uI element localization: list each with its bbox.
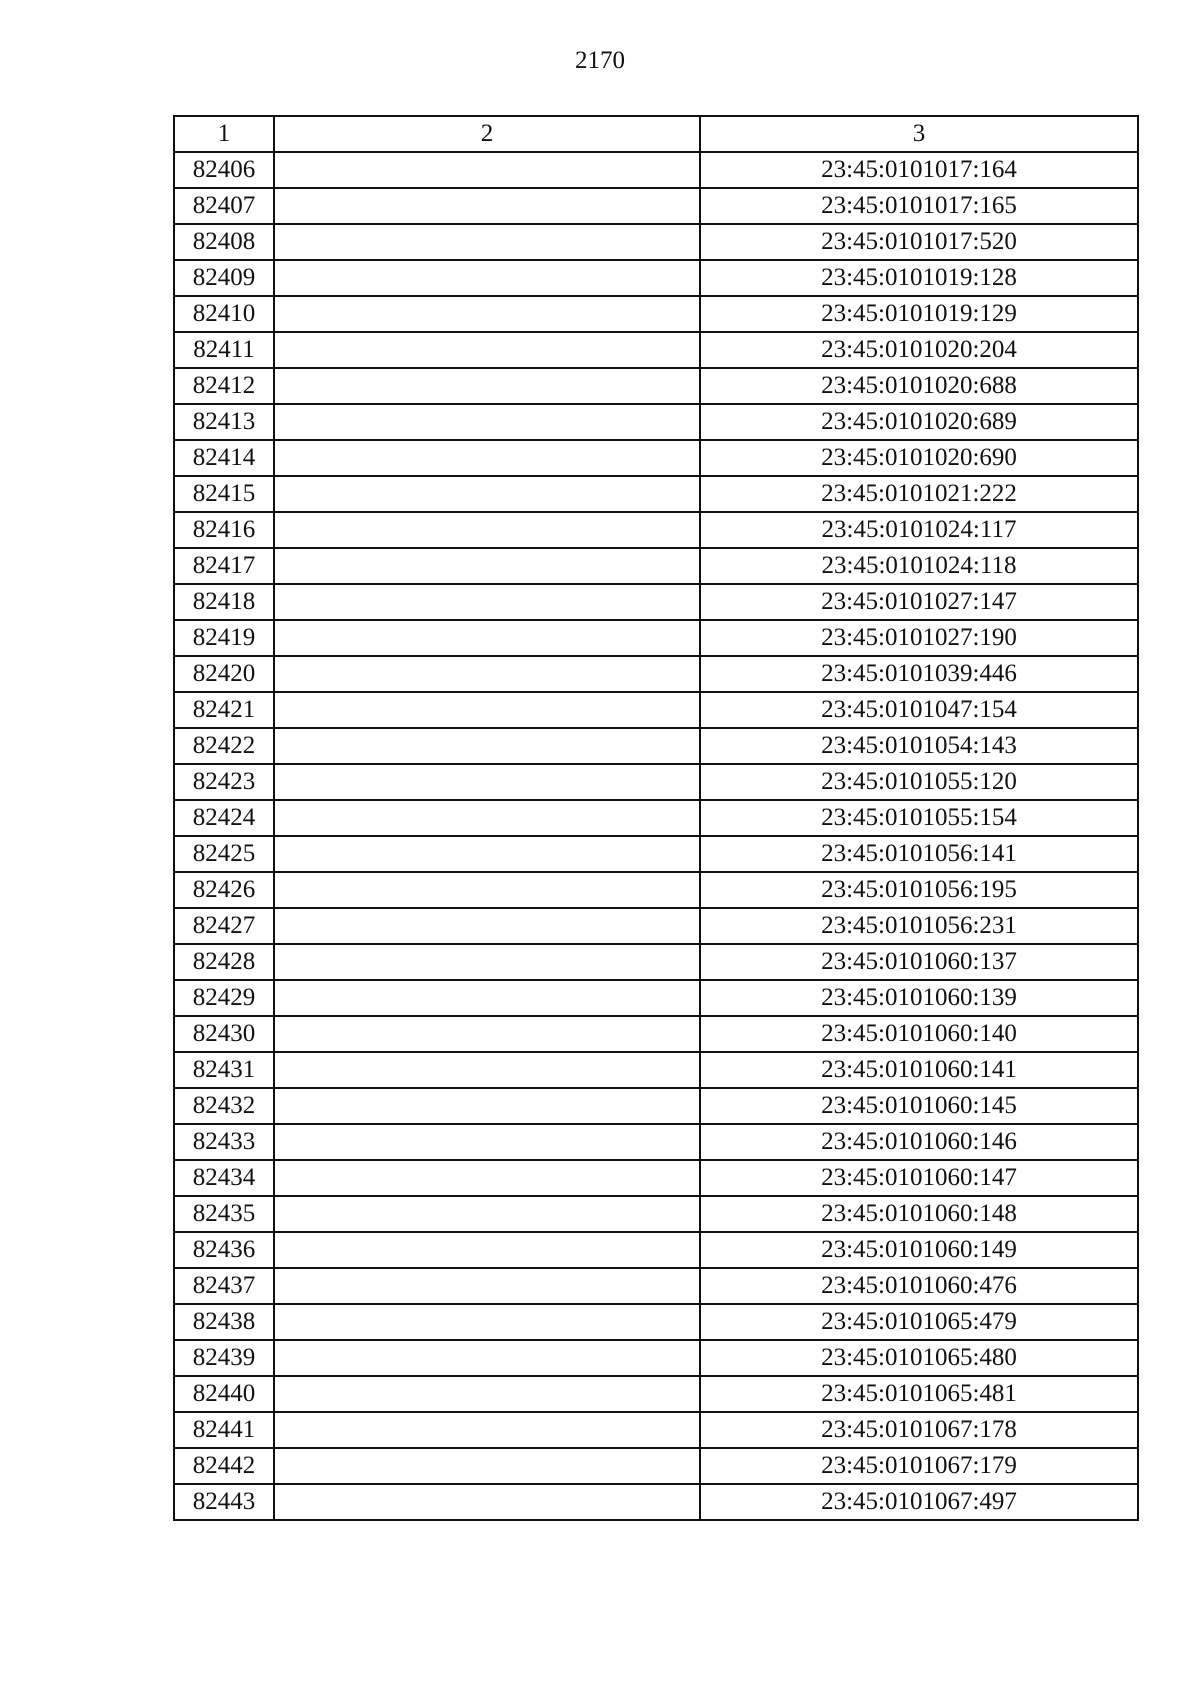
cadastral-number-cell: 23:45:0101056:141 [700, 836, 1138, 872]
header-row [174, 116, 1138, 152]
number-cell: 82429 [174, 980, 274, 1016]
table-row [174, 1196, 1138, 1232]
table-row [174, 1484, 1138, 1520]
table-row [174, 152, 1138, 188]
number-cell: 82411 [174, 332, 274, 368]
number-cell: 82426 [174, 872, 274, 908]
cadastral-number-cell: 23:45:0101060:149 [700, 1232, 1138, 1268]
number-cell: 82418 [174, 584, 274, 620]
table-row [174, 728, 1138, 764]
number-cell: 82406 [174, 152, 274, 188]
description-cell [274, 260, 700, 296]
column-header-3: 3 [700, 116, 1138, 152]
number-cell: 82408 [174, 224, 274, 260]
number-cell: 82442 [174, 1448, 274, 1484]
number-cell: 82425 [174, 836, 274, 872]
table-row [174, 332, 1138, 368]
cadastral-number-cell: 23:45:0101067:178 [700, 1412, 1138, 1448]
number-cell: 82419 [174, 620, 274, 656]
description-cell [274, 224, 700, 260]
cadastral-number-cell: 23:45:0101017:520 [700, 224, 1138, 260]
table-row [174, 1268, 1138, 1304]
page-number: 2170 [575, 47, 625, 74]
number-cell: 82417 [174, 548, 274, 584]
number-cell: 82422 [174, 728, 274, 764]
number-cell: 82434 [174, 1160, 274, 1196]
cadastral-number-cell: 23:45:0101060:141 [700, 1052, 1138, 1088]
number-cell: 82428 [174, 944, 274, 980]
cadastral-number-cell: 23:45:0101054:143 [700, 728, 1138, 764]
number-cell: 82416 [174, 512, 274, 548]
description-cell [274, 332, 700, 368]
cadastral-number-cell: 23:45:0101060:146 [700, 1124, 1138, 1160]
table-body [174, 152, 1138, 1520]
description-cell [274, 512, 700, 548]
description-cell [274, 1448, 700, 1484]
number-cell: 82423 [174, 764, 274, 800]
number-cell: 82409 [174, 260, 274, 296]
table-row [174, 1304, 1138, 1340]
description-cell [274, 1196, 700, 1232]
table-row [174, 1016, 1138, 1052]
description-cell [274, 476, 700, 512]
description-cell [274, 1052, 700, 1088]
cadastral-number-cell: 23:45:0101020:204 [700, 332, 1138, 368]
table-row [174, 764, 1138, 800]
number-cell: 82439 [174, 1340, 274, 1376]
description-cell [274, 1124, 700, 1160]
table-row [174, 584, 1138, 620]
cadastral-number-cell: 23:45:0101065:479 [700, 1304, 1138, 1340]
cadastral-number-cell: 23:45:0101056:195 [700, 872, 1138, 908]
table-row [174, 188, 1138, 224]
cadastral-number-cell: 23:45:0101060:148 [700, 1196, 1138, 1232]
description-cell [274, 692, 700, 728]
number-cell: 82410 [174, 296, 274, 332]
description-cell [274, 980, 700, 1016]
cadastral-number-cell: 23:45:0101055:154 [700, 800, 1138, 836]
cadastral-number-cell: 23:45:0101020:689 [700, 404, 1138, 440]
table-row [174, 224, 1138, 260]
cadastral-number-cell: 23:45:0101065:481 [700, 1376, 1138, 1412]
cadastral-number-cell: 23:45:0101060:140 [700, 1016, 1138, 1052]
description-cell [274, 188, 700, 224]
cadastral-number-cell: 23:45:0101020:688 [700, 368, 1138, 404]
number-cell: 82430 [174, 1016, 274, 1052]
description-cell [274, 728, 700, 764]
table-row [174, 980, 1138, 1016]
table-row [174, 404, 1138, 440]
column-header-1: 1 [174, 116, 274, 152]
table-row [174, 1232, 1138, 1268]
cadastral-number-cell: 23:45:0101019:129 [700, 296, 1138, 332]
number-cell: 82438 [174, 1304, 274, 1340]
cadastral-number-cell: 23:45:0101060:147 [700, 1160, 1138, 1196]
description-cell [274, 800, 700, 836]
table-row [174, 548, 1138, 584]
table-row [174, 872, 1138, 908]
cadastral-number-cell: 23:45:0101067:497 [700, 1484, 1138, 1520]
cadastral-number-cell: 23:45:0101027:147 [700, 584, 1138, 620]
cadastral-number-cell: 23:45:0101020:690 [700, 440, 1138, 476]
description-cell [274, 152, 700, 188]
table-row [174, 800, 1138, 836]
number-cell: 82431 [174, 1052, 274, 1088]
cadastral-number-cell: 23:45:0101056:231 [700, 908, 1138, 944]
number-cell: 82440 [174, 1376, 274, 1412]
number-cell: 82432 [174, 1088, 274, 1124]
description-cell [274, 1268, 700, 1304]
cadastral-number-cell: 23:45:0101055:120 [700, 764, 1138, 800]
table-row [174, 440, 1138, 476]
description-cell [274, 1412, 700, 1448]
description-cell [274, 764, 700, 800]
description-cell [274, 1376, 700, 1412]
description-cell [274, 548, 700, 584]
cadastral-number-cell: 23:45:0101024:118 [700, 548, 1138, 584]
description-cell [274, 1484, 700, 1520]
number-cell: 82407 [174, 188, 274, 224]
description-cell [274, 296, 700, 332]
number-cell: 82412 [174, 368, 274, 404]
description-cell [274, 440, 700, 476]
cadastral-number-cell: 23:45:0101017:164 [700, 152, 1138, 188]
cadastral-number-cell: 23:45:0101021:222 [700, 476, 1138, 512]
cadastral-number-cell: 23:45:0101060:139 [700, 980, 1138, 1016]
description-cell [274, 944, 700, 980]
table-row [174, 1124, 1138, 1160]
number-cell: 82415 [174, 476, 274, 512]
number-cell: 82414 [174, 440, 274, 476]
cadastral-number-cell: 23:45:0101017:165 [700, 188, 1138, 224]
table-row [174, 368, 1138, 404]
registry-table [173, 115, 1139, 1521]
description-cell [274, 1232, 700, 1268]
table-row [174, 476, 1138, 512]
description-cell [274, 584, 700, 620]
description-cell [274, 620, 700, 656]
number-cell: 82441 [174, 1412, 274, 1448]
cadastral-number-cell: 23:45:0101024:117 [700, 512, 1138, 548]
table-row [174, 1088, 1138, 1124]
description-cell [274, 908, 700, 944]
cadastral-number-cell: 23:45:0101060:145 [700, 1088, 1138, 1124]
number-cell: 82420 [174, 656, 274, 692]
table-row [174, 692, 1138, 728]
number-cell: 82413 [174, 404, 274, 440]
table-row [174, 260, 1138, 296]
table-row [174, 944, 1138, 980]
column-header-2: 2 [274, 116, 700, 152]
cadastral-number-cell: 23:45:0101019:128 [700, 260, 1138, 296]
description-cell [274, 836, 700, 872]
description-cell [274, 404, 700, 440]
table-row [174, 1340, 1138, 1376]
description-cell [274, 1340, 700, 1376]
table-row [174, 908, 1138, 944]
description-cell [274, 1088, 700, 1124]
table-row [174, 836, 1138, 872]
number-cell: 82421 [174, 692, 274, 728]
description-cell [274, 656, 700, 692]
number-cell: 82435 [174, 1196, 274, 1232]
description-cell [274, 368, 700, 404]
number-cell: 82443 [174, 1484, 274, 1520]
number-cell: 82436 [174, 1232, 274, 1268]
table-row [174, 512, 1138, 548]
table-row [174, 620, 1138, 656]
table-row [174, 1412, 1138, 1448]
table-row [174, 656, 1138, 692]
description-cell [274, 1304, 700, 1340]
cadastral-number-cell: 23:45:0101060:476 [700, 1268, 1138, 1304]
table-header [174, 116, 1138, 152]
cadastral-number-cell: 23:45:0101065:480 [700, 1340, 1138, 1376]
table-row [174, 1376, 1138, 1412]
number-cell: 82424 [174, 800, 274, 836]
cadastral-number-cell: 23:45:0101060:137 [700, 944, 1138, 980]
number-cell: 82437 [174, 1268, 274, 1304]
table-row [174, 296, 1138, 332]
description-cell [274, 1016, 700, 1052]
cadastral-number-cell: 23:45:0101027:190 [700, 620, 1138, 656]
table-row [174, 1448, 1138, 1484]
cadastral-number-cell: 23:45:0101067:179 [700, 1448, 1138, 1484]
description-cell [274, 1160, 700, 1196]
cadastral-number-cell: 23:45:0101047:154 [700, 692, 1138, 728]
description-cell [274, 872, 700, 908]
number-cell: 82427 [174, 908, 274, 944]
number-cell: 82433 [174, 1124, 274, 1160]
cadastral-number-cell: 23:45:0101039:446 [700, 656, 1138, 692]
table-row [174, 1160, 1138, 1196]
table-row [174, 1052, 1138, 1088]
